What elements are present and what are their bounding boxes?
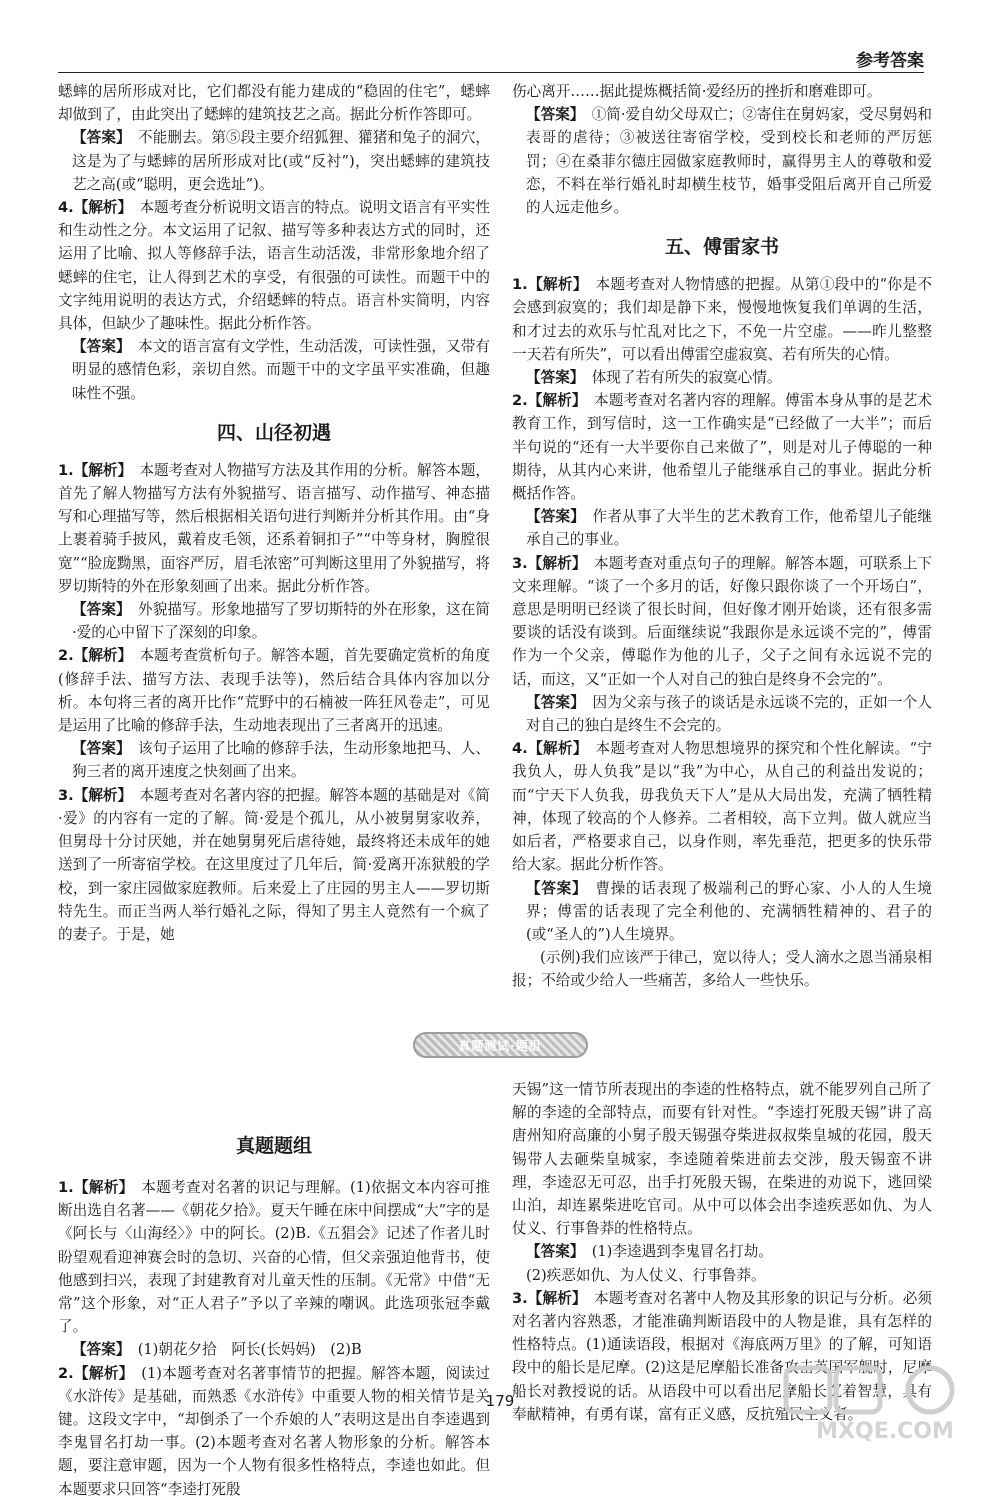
question-number: 3. [58, 786, 74, 804]
analysis-text: 本题考查对名著的识记与理解。(1)依据文本内容可推断出选自名著——《朝花夕拾》。夏天午睡在床中间摆成“大”字的是《阿长与〈山海经〉》中的阿长。(2)B.《五猖会》记述了作者儿时盼望观看迎神赛会时的急切、兴奋的心情，但父亲强迫他背书，使他感到扫兴，表现了封建教育对儿童天性的压制。《无常》中借“无常”这个形象，对“正人君子”予以了辛辣的嘲讽。此选项张冠李戴了。 [58, 1179, 490, 1336]
answer-text: 体现了若有所失的寂寞心情。 [591, 369, 782, 387]
divider-label: 真题测试·题组 [458, 1038, 542, 1053]
answer-tag: 【答案】 [526, 1243, 578, 1261]
section-title: 真题题组 [235, 1135, 312, 1157]
answer-paragraph [58, 80, 490, 126]
answer-text: 本文的语言富有文学性，生动活泼，可读性强，又带有明显的感情色彩，亲切自然。而题干中的文字虽平实准确，但趣味性不强。 [72, 338, 490, 402]
answer-text: 曹操的话表现了极端利己的野心家、小人的人生境界；傅雷的话表现了完全利他的、充满牺牲精神的、君子的(或“圣人的”)人生境界。 [526, 879, 932, 943]
answer-tag: 【答案】 [72, 338, 124, 356]
answer-paragraph [58, 644, 490, 737]
answer-paragraph [512, 80, 932, 103]
answer-tag: 【答案】 [72, 129, 124, 147]
analysis-text: 本题考查分析说明文语言的特点。说明文语言有平实性和生动性之分。本文运用了记叙、描写等多种表达方式的同时，还运用了比喻、拟人等修辞手法，语言生动活泼，非常形象地介绍了蟋蟀的住宅，让人得到艺术的享受，有很强的可读性。而题干中的文字纯用说明的表达方式，介绍蟋蟀的特点。语言朴实简明，内容具体，但缺少了趣味性。据此分析作答。 [58, 199, 490, 333]
continued-text: 伤心离开……据此提炼概括简·爱经历的挫折和磨难即可。 [512, 83, 882, 100]
answer-paragraph [512, 552, 932, 691]
answer-paragraph [512, 946, 932, 992]
divider-badge [413, 1032, 588, 1058]
answer-paragraph [512, 389, 932, 505]
answer-tag: 【答案】 [72, 1341, 124, 1359]
answer-paragraph [512, 366, 932, 389]
analysis-tag: 【解析】 [527, 740, 581, 758]
analysis-tag: 【解析】 [527, 392, 580, 410]
analysis-tag: 【解析】 [73, 1364, 127, 1382]
column-left-bottom [58, 1110, 490, 1501]
column-left-top [58, 80, 490, 946]
answer-tag: 【答案】 [526, 693, 578, 711]
analysis-text: (1)本题考查对名著事情节的把握。解答本题，阅读过《水浒传》是基础，而熟悉《水浒传》中重要人物的相关情节是关键。这段文字中，“却倒杀了一个乔娘的人”表明这是出自李逵遇到李鬼冒名打劫一事。(2)本题考查对名著人物形象的分析。解答本题，要注意审题，因为一个人物有很多性格特点，李逵也如此。但本题要求只回答“李逵打死殷 [58, 1364, 490, 1498]
question-number: 4. [58, 199, 74, 217]
answer-paragraph [512, 273, 932, 366]
analysis-text: 本题考查对名著内容的把握。解答本题的基础是对《简·爱》的内容有一定的了解。简·爱是个孤儿，从小被舅舅家收养，但舅母十分讨厌她，并在她舅舅死后虐待她，最终将还未成年的她送到了一所寄宿学校。在这里度过了几年后，简·爱离开冻狱般的学校，到一家庄园做家庭教师。后来爱上了庄园的男主人——罗切斯特先生。而正当两人举行婚礼之际，得知了男主人竟然有一个疯了的妻子。于是，她 [58, 786, 490, 943]
analysis-tag: 【解析】 [73, 786, 125, 804]
answer-tag: 【答案】 [72, 601, 124, 619]
answer-paragraph [58, 598, 490, 644]
answer-text: (1)李逵遇到李鬼冒名打劫。 [591, 1243, 773, 1261]
answer-paragraph [512, 505, 932, 551]
answer-paragraph [58, 1338, 490, 1361]
answer-paragraph [512, 103, 932, 219]
answer-text: 因为父亲与孩子的谈话是永远谈不完的，正如一个人对自己的独白是终生不会完的。 [526, 693, 932, 735]
answer-paragraph [58, 126, 490, 196]
answer-paragraph [512, 737, 932, 876]
question-number: 2. [512, 392, 528, 410]
header-rule [58, 72, 924, 73]
answer-paragraph [58, 1176, 490, 1338]
answer-paragraph [512, 877, 932, 947]
question-number: 1. [512, 276, 528, 294]
analysis-text: 本题考查对人物描写方法及其作用的分析。解答本题，首先了解人物描写方法有外貌描写、语言描写、动作描写、神态描写和心理描写等，然后根据相关语句进行判断并分析其作用。由“身上裹着骑手披风，戴着皮毛领，还系着铜扣子”“中等身材，胸膛很宽”“脸庞黝黑，面容严厉，眉毛浓密”可判断这里用了外貌描写，将罗切斯特的外在形象刻画了出来。据此分析作答。 [58, 461, 490, 595]
question-number: 2. [58, 647, 74, 665]
answer-paragraph [512, 1264, 932, 1287]
answer-tag: 【答案】 [526, 369, 578, 387]
question-number: 4. [512, 740, 528, 758]
section-divider [0, 1030, 1000, 1060]
analysis-text: 本题考查对名著内容的理解。傅雷本身从事的是艺术教育工作，到写信时，这一工作确实是“已经做了一大半”；而后半句说的“还有一大半要你自己来做了”，则是对儿子傅聪的一种期待，从其内心来讲，他希望儿子能继承自己的事业。据此分析概括作答。 [512, 392, 932, 503]
answer-paragraph [58, 335, 490, 405]
answer-tag: 【答案】 [72, 740, 124, 758]
answer-text: 不能删去。第⑤段主要介绍狐狸、獾猪和兔子的洞穴，这是为了与蟋蟀的居所形成对比(或“反衬”)，突出蟋蟀的建筑技艺之高(或“聪明，更会选址”)。 [72, 129, 490, 193]
question-number: 3. [512, 1289, 528, 1307]
analysis-tag: 【解析】 [73, 199, 125, 217]
question-number: 1. [58, 1179, 74, 1196]
analysis-text: 本题考查对人物思想境界的探究和个性化解读。“宁我负人，毋人负我”是以“我”为中心，从自己的利益出发说的；而“宁天下人负我，毋我负天下人”是从大局出发，充满了牺牲精神，体现了较高的个人修养。二者相较，高下立判。做人就应当如后者，严格要求自己，以身作则，率先垂范，把更多的快乐带给大家。据此分析作答。 [512, 740, 932, 874]
analysis-tag: 【解析】 [527, 1289, 580, 1307]
answer-text: (1)朝花夕拾 阿长(长妈妈) (2)B [137, 1341, 362, 1359]
example-text: (示例)我们应该严于律己，宽以待人；受人滴水之恩当涌泉相报；不给或少给人一些痛苦，多给人一些快乐。 [512, 949, 932, 990]
answer-paragraph [512, 1078, 932, 1240]
answer-paragraph [58, 459, 490, 598]
answer-tag: 【答案】 [526, 508, 578, 526]
analysis-text: 本题考查对名著中人物及其形象的识记与分析。必须对名著内容熟悉，才能准确判断语段中的人物是谁，具有怎样的性格特点。(1)通读语段，根据对《海底两万里》的了解，可知语段中的船长是尼摩。(2)这是尼摩船长准备攻击英国军舰时，尼摩船长对教授说的话。从语段中可以看出尼摩船长沉着智慧，具有奉献精神，有勇有谋，富有正义感，反抗殖民主义者。 [512, 1289, 932, 1423]
analysis-text: 本题考查赏析句子。解答本题，首先要确定赏析的角度(修辞手法、描写方法、表现手法等)，然后结合具体内容加以分析。本句将三者的离开比作“荒野中的石楠被一阵狂风卷走”，可见是运用了比喻的修辞手法，生动地表现出了三者离开的迅速。 [58, 647, 490, 735]
analysis-tag: 【解析】 [527, 554, 580, 572]
answer-tag: 【答案】 [526, 106, 578, 124]
continued-text: 天锡”这一情节所表现出的李逵的性格特点，就不能罗列自己所了解的李逵的全部特点，而要有针对性。“李逵打死殷天锡”讲了高唐州知府高廉的小舅子殷天锡强夺柴进叔叔柴皇城的花园，殷天锡带人去砸柴皇城家，李逵随着柴进前去交涉，殷天锡蛮不讲理，李逵忍无可忍，出手打死殷天锡，在柴进的劝说下，逃回梁山泊，却连累柴进吃官司。从中可以体会出李逵疾恶如仇、为人仗义、行事鲁莽的性格特点。 [512, 1081, 932, 1238]
answer-paragraph [512, 691, 932, 737]
answer-paragraph [58, 1362, 490, 1501]
question-number: 1. [58, 461, 74, 479]
answer-text: ①简·爱自幼父母双亡；②寄住在舅妈家，受尽舅妈和表哥的虐待；③被送往寄宿学校，受到校长和老师的严厉惩罚；④在桑菲尔德庄园做家庭教师时，赢得男主人的尊敬和爱恋，不料在举行婚礼时却横生枝节，婚事受阻后离开自己所爱的人远走他乡。 [526, 106, 932, 217]
analysis-text: 本题考查对人物情感的把握。从第①段中的“你是不会感到寂寞的；我们却是静下来，慢慢地恢复我们单调的生活，和才过去的欢乐与忙乱对比之下，不免一片空虚。——昨儿整整一天若有所失”，可以看出傅雷空虚寂寞、若有所失的心情。 [512, 276, 932, 363]
analysis-tag: 【解析】 [73, 1179, 127, 1196]
watermark-logo [780, 1362, 990, 1446]
answer-paragraph [58, 737, 490, 783]
continued-text: 蟋蟀的居所形成对比，它们都没有能力建成的“稳固的住宅”，蟋蟀却做到了，由此突出了蟋蟀的建筑技艺之高。据此分析作答即可。 [58, 83, 490, 124]
section-title: 五、傅雷家书 [664, 236, 779, 259]
answer-tag: 【答案】 [526, 879, 581, 897]
answer-text: 作者从事了大半生的艺术教育工作，他希望儿子能继承自己的事业。 [526, 508, 932, 549]
watermark-text: MXQE.COM [816, 1419, 954, 1444]
analysis-tag: 【解析】 [527, 276, 581, 294]
analysis-tag: 【解析】 [73, 647, 125, 665]
question-number: 2. [58, 1364, 74, 1382]
column-right-top [512, 80, 932, 993]
analysis-tag: 【解析】 [73, 461, 125, 479]
header-label: 参考答案 [856, 51, 924, 71]
section-title: 四、山径初遇 [216, 421, 331, 444]
answer-paragraph [58, 196, 490, 335]
analysis-text: 本题考查对重点句子的理解。解答本题，可联系上下文来理解。“谈了一个多月的话，好像只跟你谈了一个开场白”，意思是明明已经谈了很长时间，但好像才刚开始谈，还有很多需要谈的话没有谈到。后面继续说“我跟你是永远谈不完的”，傅雷作为一个父亲，傅聪作为他的儿子，父子之间有永远说不完的话，而这，又“正如一个人对自己的独白是终身不会完的”。 [512, 554, 932, 688]
answer-paragraph [58, 784, 490, 946]
answer-text: 该句子运用了比喻的修辞手法，生动形象地把马、人、狗三者的离开速度之快刻画了出来。 [72, 740, 490, 781]
question-number: 3. [512, 554, 528, 572]
page-number: 179 [485, 1392, 515, 1410]
answer-text: 外貌描写。形象地描写了罗切斯特的外在形象，这在简·爱的心中留下了深刻的印象。 [72, 601, 490, 642]
answer-paragraph [512, 1240, 932, 1263]
answer-text: (2)疾恶如仇、为人仗义、行事鲁莽。 [526, 1266, 766, 1284]
